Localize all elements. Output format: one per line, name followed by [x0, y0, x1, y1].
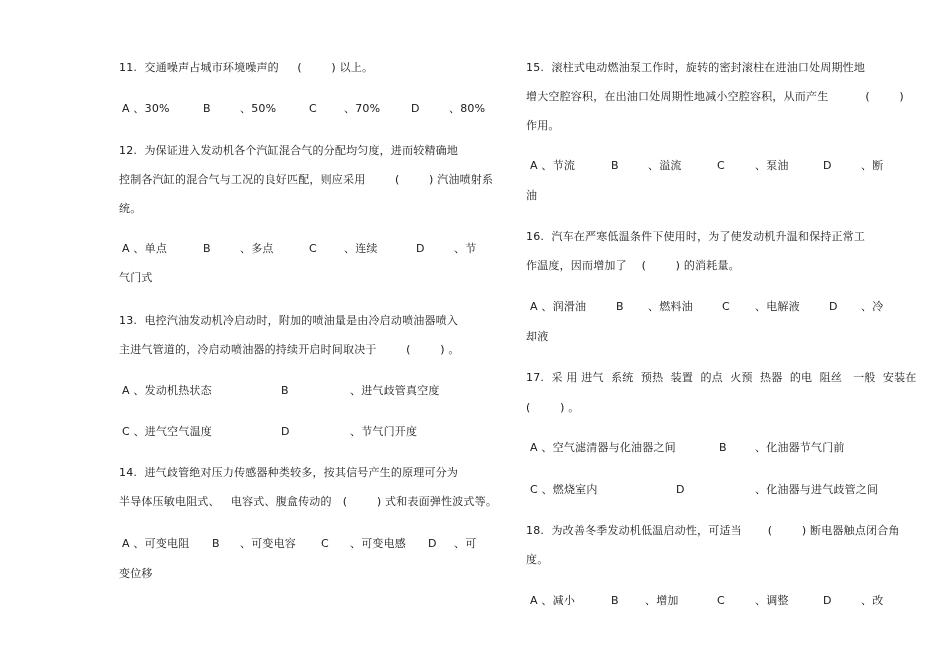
q18-option-c: C	[717, 594, 725, 607]
q18-option-a: A 、减小	[530, 594, 576, 607]
q14-option-d-text: 、可	[454, 537, 477, 550]
q11-option-a: A 、30%	[122, 102, 170, 115]
q18-option-b: B	[611, 594, 619, 607]
q12-line1: 12. 为保证进入发动机各个汽缸混合气的分配均匀度，进而较精确地	[119, 144, 459, 157]
q12-line2: 控制各汽缸的混合气与工况的良好匹配，则应采用 ( ) 汽油喷射系	[119, 173, 494, 186]
q14-option-c: C	[321, 537, 329, 550]
q14-option-d: D	[428, 537, 437, 550]
q11-option-c-text: 、70%	[344, 102, 381, 115]
q12-option-d-text: 、节	[454, 242, 477, 255]
q13-option-a: A 、发动机热状态	[122, 384, 212, 397]
q17-line2: ( ) 。	[526, 401, 580, 414]
q14-option-b: B	[212, 537, 220, 550]
q11-option-d-text: 、80%	[449, 102, 486, 115]
q12-option-wrap: 气门式	[119, 271, 153, 284]
q14-option-a: A 、可变电阻	[122, 537, 190, 550]
q14-option-c-text: 、可变电感	[350, 537, 406, 550]
q13-line1: 13. 电控汽油发动机冷启动时，附加的喷油量是由冷启动喷油器喷入	[119, 314, 459, 327]
q17-option-b-text: 、化油器节气门前	[755, 441, 845, 454]
q12-line3: 统。	[119, 202, 142, 215]
q14-option-wrap: 变位移	[119, 567, 153, 580]
q16-option-c-text: 、电解液	[755, 300, 800, 313]
q15-line2: 增大空腔容积，在出油口处周期性地减小空腔容积，从而产生 ( )	[526, 90, 904, 103]
q11-option-d: D	[411, 102, 420, 115]
q16-option-c: C	[722, 300, 730, 313]
q13-option-d: D	[281, 425, 290, 438]
q18-line1: 18. 为改善冬季发动机低温启动性，可适当 ( ) 断电器触点闭合角	[526, 524, 900, 537]
q18-option-b-text: 、增加	[645, 594, 679, 607]
q12-option-a: A 、单点	[122, 242, 168, 255]
q14-line1: 14. 进气歧管绝对压力传感器种类较多，按其信号产生的原理可分为	[119, 466, 459, 479]
q17-option-b: B	[719, 441, 727, 454]
q15-option-a: A 、节流	[530, 159, 576, 172]
q15-option-b: B	[611, 159, 619, 172]
q11-option-b: B	[203, 102, 211, 115]
q15-option-c: C	[717, 159, 725, 172]
q13-option-b: B	[281, 384, 289, 397]
q16-line2: 作温度，因而增加了 ( ) 的消耗量。	[526, 259, 740, 272]
q15-option-d: D	[823, 159, 832, 172]
q18-option-d-text: 、改	[861, 594, 884, 607]
q18-option-c-text: 、调整	[755, 594, 789, 607]
q17-line1: 17. 采 用 进气 系统 预热 装置 的点 火预 热器 的电 阻丝 一般 安装在	[526, 371, 917, 384]
q16-option-b-text: 、燃料油	[648, 300, 693, 313]
q11-option-b-text: 、50%	[240, 102, 277, 115]
q14-line2: 半导体压敏电阻式、 电容式、腹盒传动的 ( ) 式和表面弹性波式等。	[119, 495, 498, 508]
q11-text: 11. 交通噪声占城市环境噪声的 ( ) 以上。	[119, 61, 374, 74]
q12-option-c: C	[309, 242, 317, 255]
q17-option-c: C 、燃烧室内	[530, 483, 598, 496]
q13-option-b-text: 、进气歧管真空度	[350, 384, 440, 397]
q15-line3: 作用。	[526, 119, 560, 132]
q16-option-wrap: 却液	[526, 330, 549, 343]
q15-option-d-text: 、断	[861, 159, 884, 172]
q16-line1: 16. 汽车在严寒低温条件下使用时，为了使发动机升温和保持正常工	[526, 230, 866, 243]
q13-line2: 主进气管道的，冷启动喷油器的持续开启时间取决于 ( ) 。	[119, 343, 460, 356]
q12-option-c-text: 、连续	[344, 242, 378, 255]
q18-line2: 度。	[526, 553, 549, 566]
q17-option-d-text: 、化油器与进气歧管之间	[755, 483, 879, 496]
q15-option-b-text: 、溢流	[648, 159, 682, 172]
q16-option-d: D	[829, 300, 838, 313]
q14-option-b-text: 、可变电容	[240, 537, 296, 550]
q15-option-wrap: 油	[526, 189, 538, 202]
q15-line1: 15. 滚柱式电动燃油泵工作时，旋转的密封滚柱在进油口处周期性地	[526, 61, 866, 74]
q13-option-d-text: 、节气门开度	[350, 425, 418, 438]
q16-option-d-text: 、冷	[861, 300, 884, 313]
q12-option-b: B	[203, 242, 211, 255]
q16-option-b: B	[616, 300, 624, 313]
q13-option-c: C 、进气空气温度	[122, 425, 212, 438]
q15-option-c-text: 、泵油	[755, 159, 789, 172]
q16-option-a: A 、润滑油	[530, 300, 587, 313]
q17-option-d: D	[676, 483, 685, 496]
q17-option-a: A 、空气滤清器与化油器之间	[530, 441, 676, 454]
q11-option-c: C	[309, 102, 317, 115]
q12-option-b-text: 、多点	[240, 242, 274, 255]
q12-option-d: D	[416, 242, 425, 255]
q18-option-d: D	[823, 594, 832, 607]
